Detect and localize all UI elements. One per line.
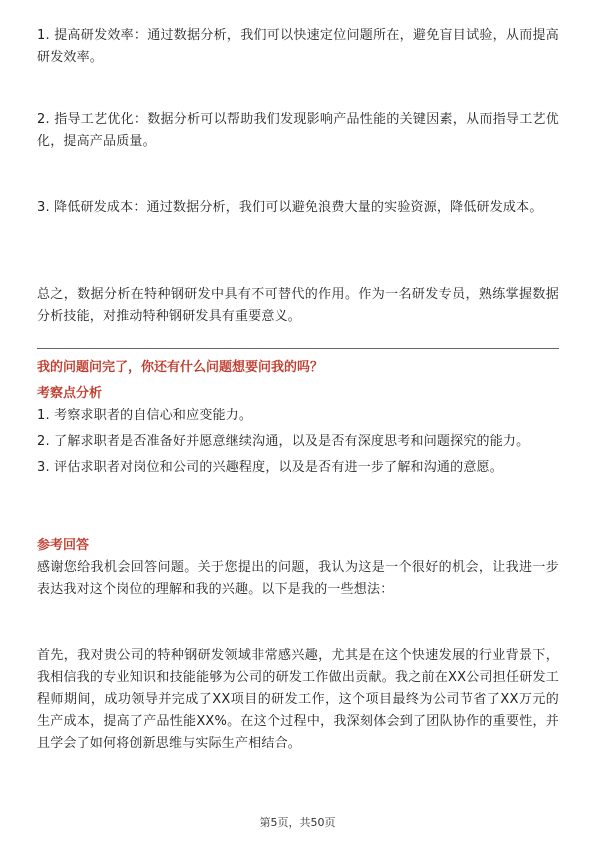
page-footer: 第5页，共50页 xyxy=(259,816,336,829)
analysis-item-2: 2. 了解求职者是否准备好并愿意继续沟通，以及是否有深度思考和问题探究的能力。 xyxy=(37,434,530,449)
analysis-heading: 考察点分析 xyxy=(37,386,103,401)
paragraph-cost-reduction: 3. 降低研发成本：通过数据分析，我们可以避免浪费大量的实验资源，降低研发成本。 xyxy=(37,200,543,215)
answer-paragraph-intro: 感谢您给我机会回答问题。关于您提出的问题，我认为这是一个很好的机会，让我进一步表达我对这个岗位的理解和我的兴趣。以下是我的一些想法： xyxy=(37,560,559,597)
paragraph-summary: 总之，数据分析在特种钢研发中具有不可替代的作用。作为一名研发专员，熟练掌握数据分析技能，对推动特种钢研发具有重要意义。 xyxy=(37,287,559,324)
paragraph-efficiency: 1. 提高研发效率：通过数据分析，我们可以快速定位问题所在，避免盲目试验，从而提高研发效率。 xyxy=(37,28,559,65)
section-divider xyxy=(37,348,559,349)
analysis-list xyxy=(37,405,559,483)
analysis-item-1: 1. 考察求职者的自信心和应变能力。 xyxy=(37,408,253,423)
answer-heading: 参考回答 xyxy=(37,538,90,553)
interview-question: 我的问题问完了，你还有什么问题想要问我的吗？ xyxy=(37,360,324,375)
paragraph-process-optimization: 2. 指导工艺优化：数据分析可以帮助我们发现影响产品性能的关键因素，从而指导工艺优化，提高产品质量。 xyxy=(37,112,559,149)
answer-paragraph-first: 首先，我对贵公司的特种钢研发领域非常感兴趣，尤其是在这个快速发展的行业背景下，我相信我的专业知识和技能能够为公司的研发工作做出贡献。我之前在XX公司担任研发工程师期间，成功领导并完成了XX项目的研发工作，这个项目最终为公司节省了XX万元的生产成本，提高了产品性能XX%。在这个过程中，我深刻体会到了团队协作的重要性，并且学会了如何将创新思维与实际生产相结合。 xyxy=(37,648,559,751)
analysis-item-3: 3. 评估求职者对岗位和公司的兴趣程度，以及是否有进一步了解和沟通的意愿。 xyxy=(37,460,503,475)
